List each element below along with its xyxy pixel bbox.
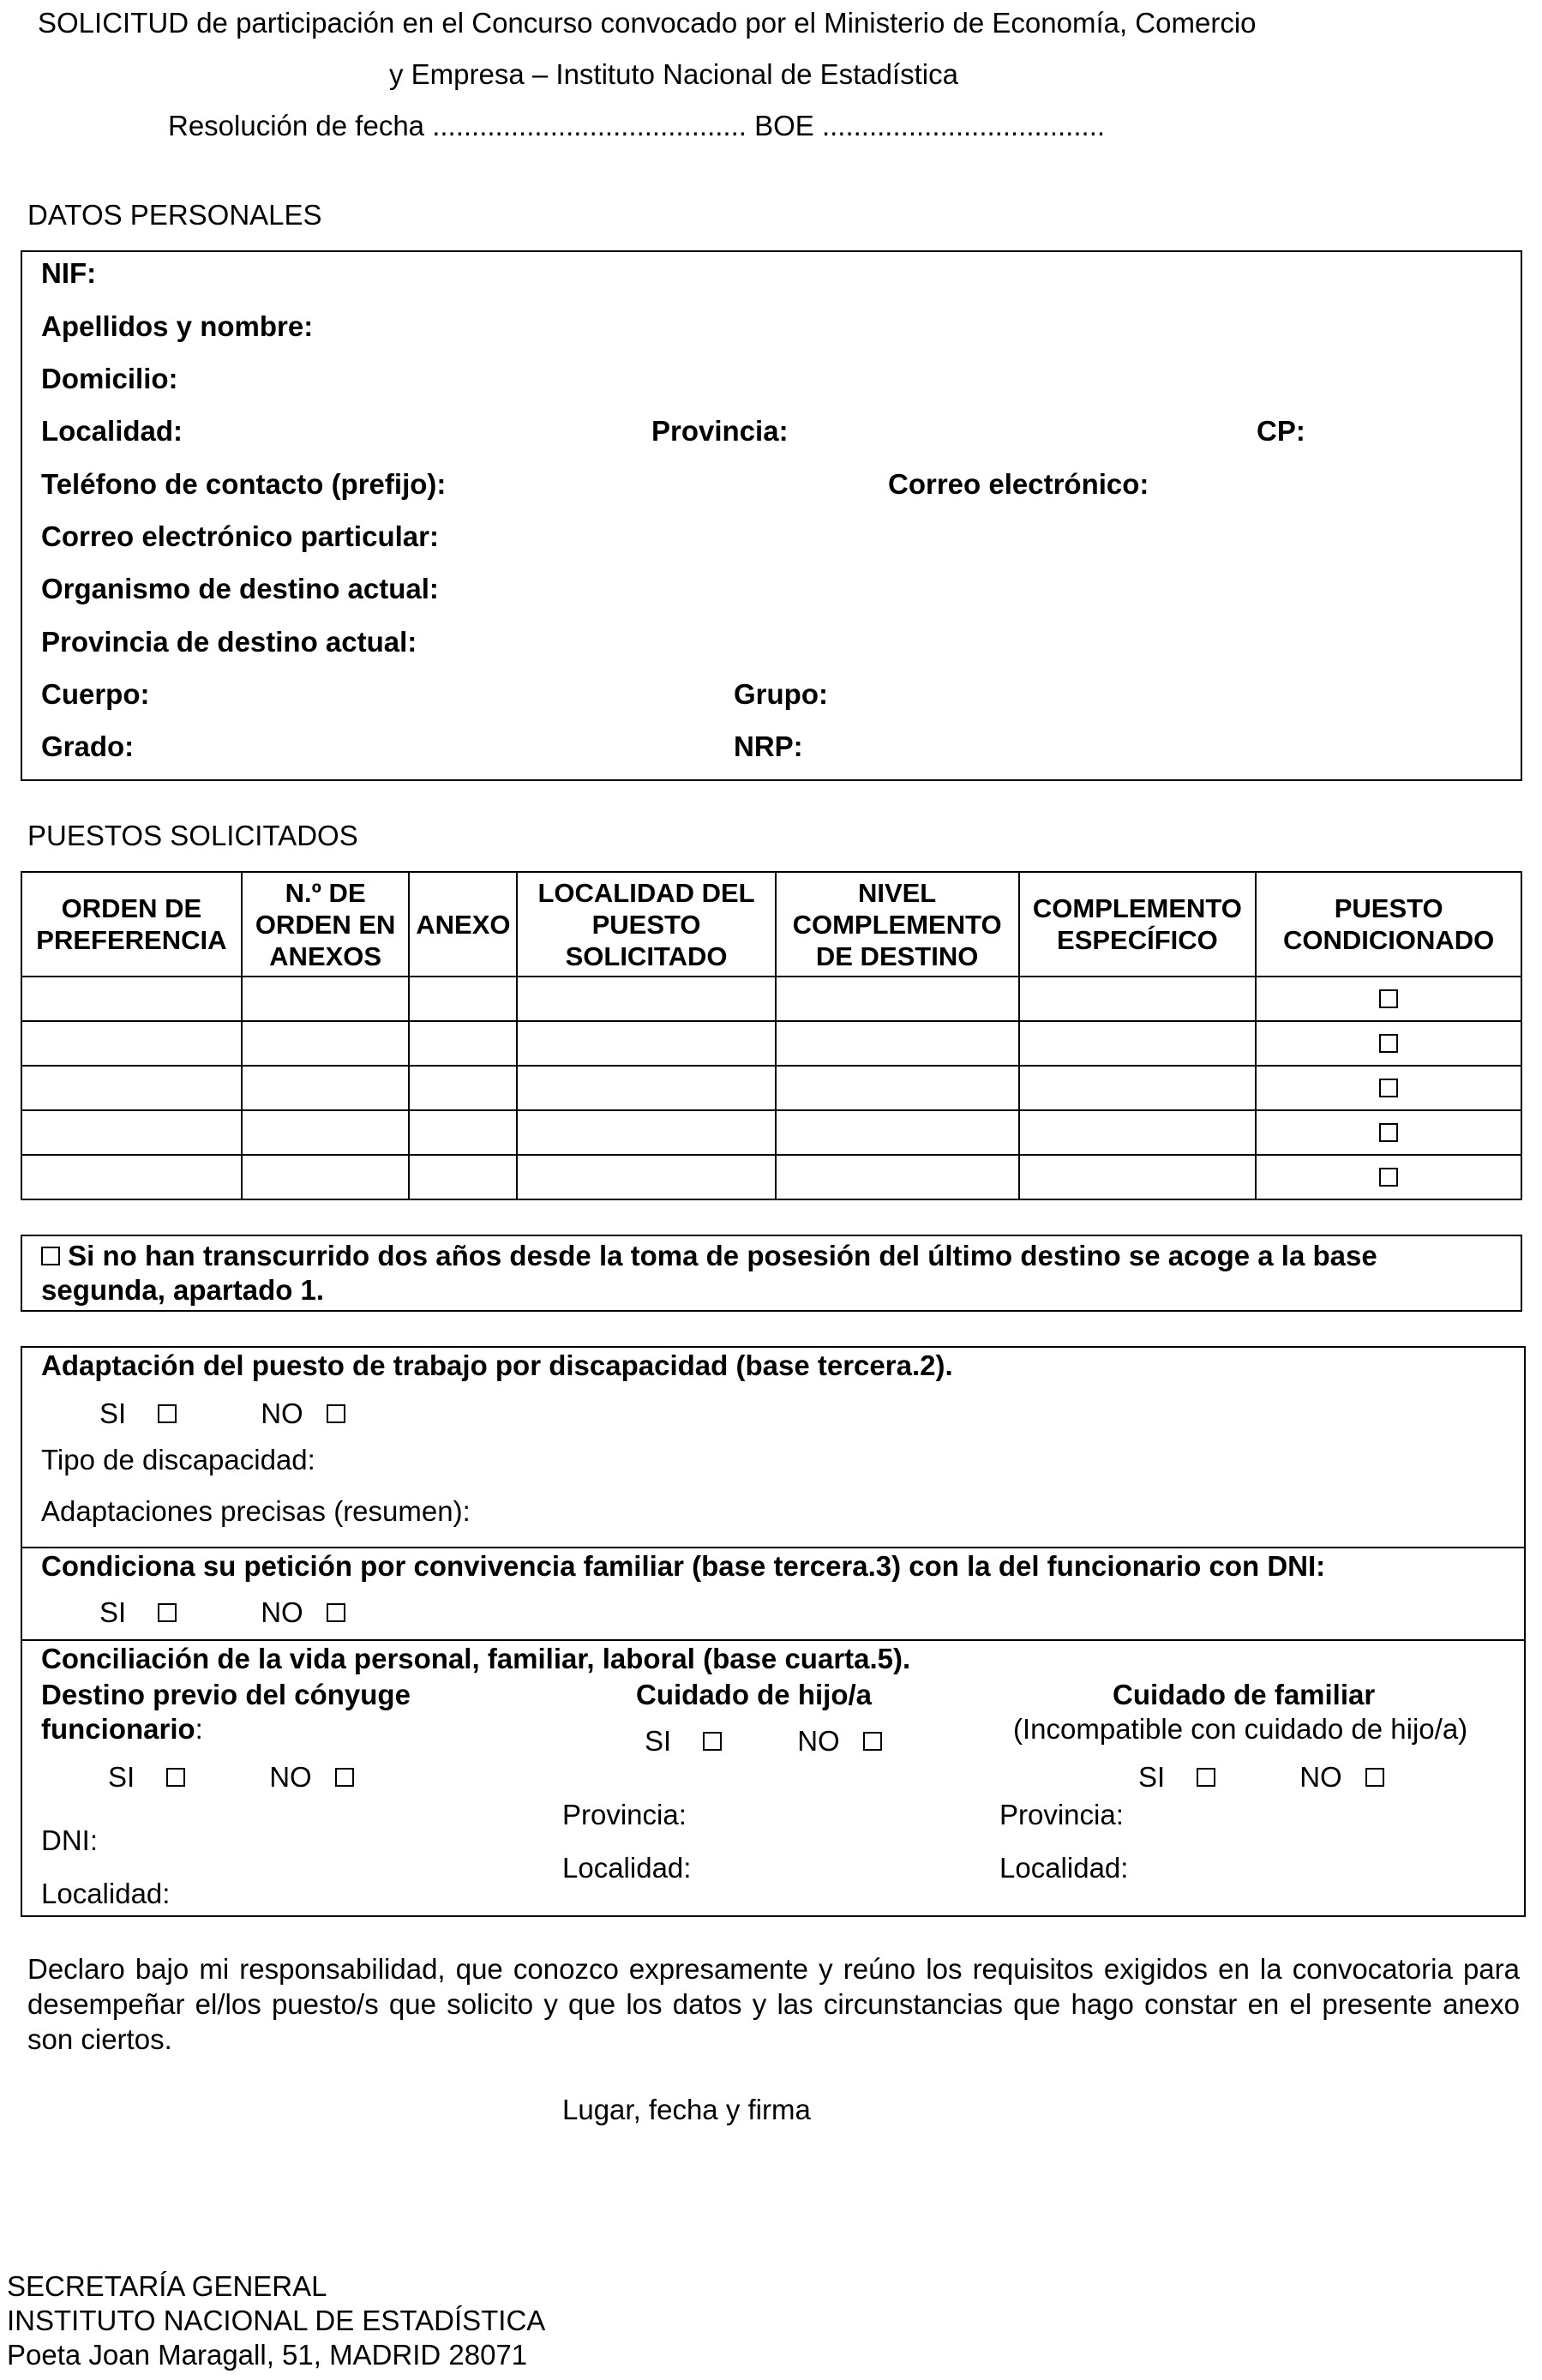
cell-complemento[interactable] [1019,1155,1257,1199]
cell-anexo[interactable] [409,1110,517,1155]
hijo-title: Cuidado de hijo/a [636,1679,873,1710]
condicionado-checkbox[interactable] [1379,1168,1398,1187]
cell-condicionado [1256,1021,1521,1066]
provincia-destino-label: Provincia de destino actual: [41,626,417,658]
condicionado-checkbox[interactable] [1379,1123,1398,1142]
organismo-label: Organismo de destino actual: [41,573,439,604]
cell-localidad[interactable] [517,977,775,1021]
table-header-row [21,872,1521,977]
conyuge-colon: : [195,1713,203,1745]
cp-label: CP: [1257,415,1305,447]
base-segunda-line-2: segunda, apartado 1. [41,1274,325,1306]
convivencia-si-checkbox[interactable] [158,1603,177,1622]
table-row [21,1066,1521,1110]
tipo-discapacidad-label: Tipo de discapacidad: [41,1444,315,1475]
discapacidad-no-checkbox[interactable] [327,1404,345,1423]
convivencia-si-label: SI [99,1596,127,1628]
conyuge-options [108,1761,354,1794]
convivencia-no-label: NO [261,1596,303,1628]
cell-anexo[interactable] [409,977,517,1021]
cell-anexo[interactable] [409,1021,517,1066]
table-row [21,1155,1521,1199]
familiar-options [1138,1761,1384,1794]
correo-label: Correo electrónico: [888,468,1149,500]
cell-anexo[interactable] [409,1066,517,1110]
discapacidad-title: Adaptación del puesto de trabajo por discapacidad (base tercera.2). [41,1349,953,1381]
cell-complemento[interactable] [1019,1021,1257,1066]
hijo-provincia-label: Provincia: [562,1799,687,1830]
conyuge-title-1: Destino previo del cónyuge [41,1679,411,1710]
footer-line-1: SECRETARÍA GENERAL [7,2270,327,2302]
cell-localidad[interactable] [517,1021,775,1066]
cell-orden[interactable] [21,977,242,1021]
convivencia-title: Condiciona su petición por convivencia familiar (base tercera.3) con la del funcionario con DNI: [41,1550,1326,1582]
col-header-nivel: NIVEL COMPLEMENTO DE DESTINO [776,872,1019,977]
domicilio-label: Domicilio: [41,363,178,394]
col-header-anexo: ANEXO [409,872,517,977]
condicionado-checkbox[interactable] [1379,1079,1398,1097]
cell-orden[interactable] [21,1155,242,1199]
cell-condicionado [1256,977,1521,1021]
cell-complemento[interactable] [1019,977,1257,1021]
col-header-orden-preferencia: ORDEN DE PREFERENCIA [21,872,242,977]
table-row [21,977,1521,1021]
footer-line-2: INSTITUTO NACIONAL DE ESTADÍSTICA [7,2305,546,2336]
declaracion-text: Declaro bajo mi responsabilidad, que conozco expresamente y reúno los requisitos exigidos en la convocatoria para desempeñar el/los puesto/s que solicito y que los datos y las circunstancias que hago constar en el presente anexo son ciertos. [27,1953,1520,2055]
familiar-provincia-label: Provincia: [999,1799,1124,1830]
apellidos-label: Apellidos y nombre: [41,310,314,342]
familiar-no-checkbox[interactable] [1365,1768,1384,1787]
hijo-si-label: SI [645,1725,672,1757]
condicionado-checkbox[interactable] [1379,1034,1398,1053]
cell-localidad[interactable] [517,1155,775,1199]
header-line-1: SOLICITUD de participación en el Concurso convocado por el Ministerio de Economía, Comercio [38,7,1257,39]
cell-numero[interactable] [242,977,410,1021]
conyuge-si-checkbox[interactable] [166,1768,185,1787]
header-line-2: y Empresa – Instituto Nacional de Estadística [389,58,958,90]
nif-label: NIF: [41,257,97,289]
cell-localidad[interactable] [517,1110,775,1155]
cell-condicionado [1256,1066,1521,1110]
cell-nivel[interactable] [776,1155,1019,1199]
header-line-3: Resolución de fecha ........................................ BOE .................................... [168,110,1106,141]
discapacidad-no-label: NO [261,1397,303,1429]
adaptaciones-label: Adaptaciones precisas (resumen): [41,1495,471,1527]
base-segunda-checkbox[interactable] [41,1247,60,1265]
nrp-label: NRP: [734,730,803,762]
conyuge-localidad-label: Localidad: [41,1878,171,1909]
col-header-numero-orden: N.º DE ORDEN EN ANEXOS [242,872,410,977]
col-header-localidad: LOCALIDAD DEL PUESTO SOLICITADO [517,872,775,977]
col-header-condicionado: PUESTO CONDICIONADO [1256,872,1521,977]
firma-label: Lugar, fecha y firma [562,2094,811,2125]
base-segunda-line-1 [41,1240,1377,1272]
table-row [21,1021,1521,1066]
familiar-no-label: NO [1299,1761,1342,1793]
familiar-si-checkbox[interactable] [1197,1768,1215,1787]
cell-numero[interactable] [242,1066,410,1110]
cell-orden[interactable] [21,1021,242,1066]
section-title-puestos: PUESTOS SOLICITADOS [27,820,358,851]
familiar-si-label: SI [1138,1761,1166,1793]
cell-nivel[interactable] [776,1066,1019,1110]
grupo-label: Grupo: [734,678,828,710]
hijo-localidad-label: Localidad: [562,1852,692,1884]
conyuge-no-label: NO [269,1761,312,1793]
hijo-no-label: NO [797,1725,840,1757]
cell-numero[interactable] [242,1155,410,1199]
discapacidad-si-label: SI [99,1397,127,1429]
discapacidad-si-checkbox[interactable] [158,1404,177,1423]
cell-localidad[interactable] [517,1066,775,1110]
familiar-note: (Incompatible con cuidado de hijo/a) [1013,1713,1468,1745]
section-title-personal: DATOS PERSONALES [27,199,322,231]
convivencia-no-checkbox[interactable] [327,1603,345,1622]
personal-data-box [21,250,1522,781]
cell-orden[interactable] [21,1110,242,1155]
table-row [21,1110,1521,1155]
correo-particular-label: Correo electrónico particular: [41,520,439,552]
cell-numero[interactable] [242,1110,410,1155]
divider [22,1547,1524,1548]
hijo-options [645,1725,882,1758]
familiar-title: Cuidado de familiar [1113,1679,1376,1710]
conyuge-dni-label: DNI: [41,1824,98,1856]
situaciones-box [21,1346,1526,1917]
localidad-label: Localidad: [41,415,183,447]
hijo-no-checkbox[interactable] [863,1732,882,1751]
condicionado-checkbox[interactable] [1379,989,1398,1008]
base-segunda-box [21,1235,1522,1312]
cell-condicionado [1256,1155,1521,1199]
cell-nivel[interactable] [776,977,1019,1021]
cell-complemento[interactable] [1019,1066,1257,1110]
hijo-si-checkbox[interactable] [703,1732,722,1751]
conyuge-title-2 [41,1713,203,1746]
convivencia-options [99,1596,345,1629]
conyuge-si-label: SI [108,1761,135,1793]
discapacidad-options [99,1397,345,1430]
grado-label: Grado: [41,730,135,762]
cell-nivel[interactable] [776,1110,1019,1155]
cell-complemento[interactable] [1019,1110,1257,1155]
col-header-complemento: COMPLEMENTO ESPECÍFICO [1019,872,1257,977]
cell-orden[interactable] [21,1066,242,1110]
provincia-label: Provincia: [651,415,789,447]
cell-numero[interactable] [242,1021,410,1066]
cell-nivel[interactable] [776,1021,1019,1066]
conciliacion-title: Conciliación de la vida personal, familiar, laboral (base cuarta.5). [41,1643,911,1674]
cell-anexo[interactable] [409,1155,517,1199]
divider [22,1639,1524,1641]
footer-line-3: Poeta Joan Maragall, 51, MADRID 28071 [7,2339,528,2371]
cuerpo-label: Cuerpo: [41,678,150,710]
base-segunda-text: Si no han transcurrido dos años desde la toma de posesión del último destino se acoge a la base [68,1240,1377,1271]
conyuge-no-checkbox[interactable] [335,1768,354,1787]
familiar-localidad-label: Localidad: [999,1852,1129,1884]
puestos-table [21,871,1522,1200]
cell-condicionado [1256,1110,1521,1155]
conyuge-title-2-text: funcionario [41,1713,195,1745]
telefono-label: Teléfono de contacto (prefijo): [41,468,447,500]
